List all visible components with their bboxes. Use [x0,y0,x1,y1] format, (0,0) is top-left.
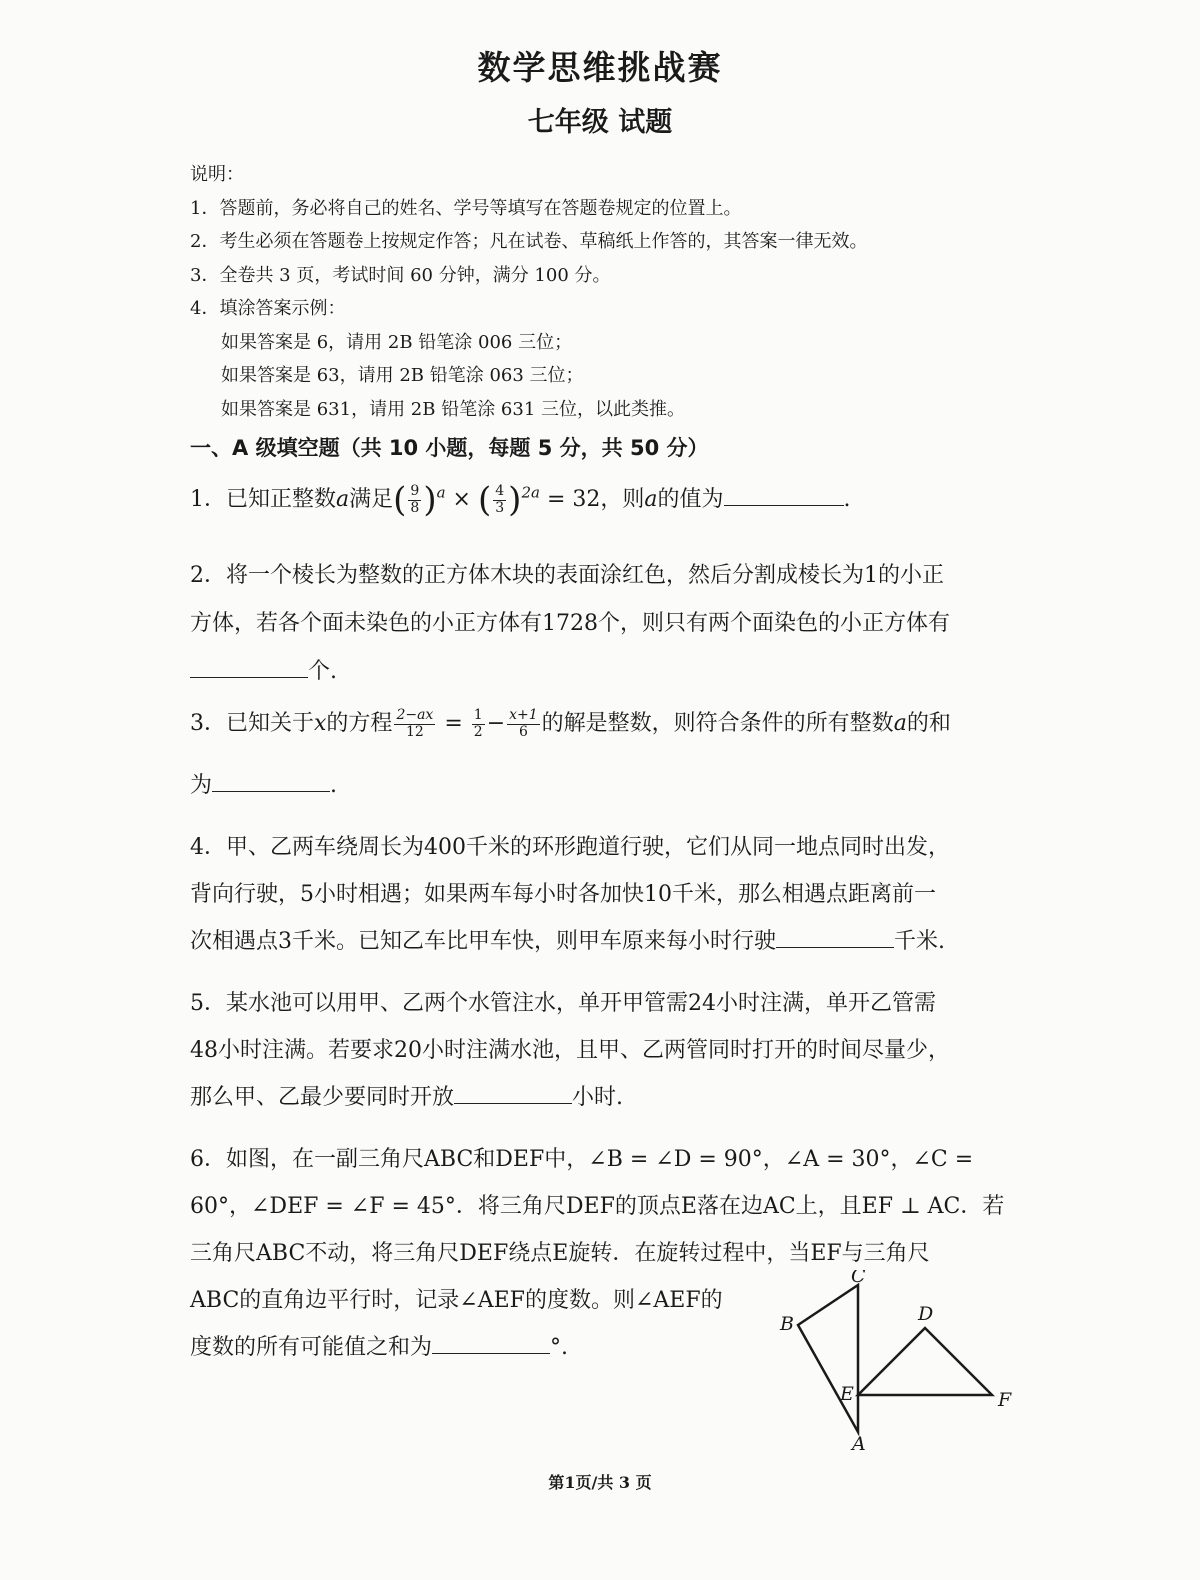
triangle-figure-svg [770,1270,1030,1460]
label-f: F [998,1389,1012,1411]
q5-line-2: 48小时注满。若要求20小时注满水池，且甲、乙两管同时打开的时间尽量少， [190,1038,950,1063]
q5-line-3 [190,1074,950,1121]
q6-line-3: 三角尺ABC不动，将三角尺DEF绕点E旋转．在旋转过程中，当EF与三角尺 [190,1241,930,1266]
answer-blank [212,790,330,792]
question-5 [190,980,950,1121]
answer-example: 如果答案是 631，请用 2B 铅笔涂 631 三位，以此类推。 [221,398,685,420]
q3-var-x: x [314,711,327,736]
q4-line-3-start: 次相遇点3千米。已知乙车比甲车快，则甲车原来每小时行驶 [190,929,776,954]
triangle-def [858,1328,992,1395]
q1-exponent-2: 2a [521,483,540,502]
answer-blank [724,504,844,506]
exam-subtitle: 七年级 试题 [527,107,673,138]
question-2 [190,552,950,696]
fraction-numerator: 1 [473,707,483,724]
q2-line-3 [190,648,950,696]
q6-line-2: 60°，∠DEF = ∠F = 45°．将三角尺DEF的顶点E落在边AC上，且EF ⊥ AC．若 [190,1194,1005,1219]
q6-line-5-start: 度数的所有可能值之和为 [190,1335,433,1360]
paren-open: ( [393,480,407,520]
paren-open: ( [477,480,492,520]
q2-line-1: 2．将一个棱长为整数的正方体木块的表面涂红色，然后分割成棱长为1的小正 [190,563,944,588]
fraction-numerator: 9 [410,483,420,500]
fraction-numerator: x+1 [509,707,538,724]
question-4 [190,824,950,965]
q5-line-1: 5．某水池可以用甲、乙两个水管注水，单开甲管需24小时注满，单开乙管需 [190,991,936,1016]
fraction-numerator: 2−ax [396,707,434,724]
triangle-figure [770,1270,1030,1460]
fraction-denominator: 8 [410,499,420,516]
q3-prefix: 3．已知关于 [190,711,314,736]
fraction-denominator: 2 [473,723,483,740]
q1-mid: 满足 [349,487,394,512]
instruction-item: 1．答题前，务必将自己的姓名、学号等填写在答题卷规定的位置上。 [190,197,742,219]
section-heading: 一、A 级填空题（共 10 小题，每题 5 分，共 50 分） [190,436,709,460]
label-e: E [840,1383,854,1405]
page-footer: 第1页/共 3 页 [548,1473,652,1492]
q1-equals: = 32，则 [546,487,645,512]
q1-suffix: 的值为 [657,487,724,512]
q4-line-2: 背向行驶，5小时相遇；如果两车每小时各加快10千米，那么相遇点距离前一 [190,882,936,907]
fraction-numerator: 4 [495,483,505,500]
q3-line-2-end: . [330,773,338,798]
equals-sign: = [444,711,463,736]
q5-line-3-end: 小时. [572,1085,624,1110]
answer-example: 如果答案是 63，请用 2B 铅笔涂 063 三位； [221,365,584,386]
q4-line-1: 4．甲、乙两车绕周长为400千米的环形跑道行驶，它们从同一地点同时出发， [190,835,950,860]
question-1 [190,480,851,520]
q1-fraction-1 [408,484,421,516]
instructions-heading: 说明： [190,164,244,185]
q3-suffix-2: 的和 [906,711,951,736]
q4-line-3 [190,918,950,965]
answer-blank [776,946,894,948]
q2-line-3-end: 个. [308,659,337,684]
q3-mid: 的方程 [326,711,393,736]
answer-blank [190,676,308,678]
q6-line-5-end: °. [550,1335,569,1360]
label-b: B [780,1313,794,1335]
label-d: D [918,1303,934,1325]
q3-var-a: a [893,711,907,736]
q3-fraction-2 [472,708,485,740]
times-sign: × [452,487,471,512]
instruction-item: 4．填涂答案示例： [190,298,346,319]
exam-title: 数学思维挑战赛 [477,48,723,87]
label-c: C [851,1270,866,1287]
q3-line-2 [190,768,951,799]
minus-sign: − [486,711,506,736]
q2-line-2: 方体，若各个面未染色的小正方体有1728个，则只有两个面染色的小正方体有 [190,611,950,636]
fraction-denominator: 3 [495,499,505,516]
answer-blank [454,1102,572,1104]
q1-var-a: a [644,487,658,512]
q1-exponent-1: a [436,483,446,502]
q3-fraction-3 [507,708,540,740]
instruction-item: 2．考生必须在答题卷上按规定作答；凡在试卷、草稿纸上作答的，其答案一律无效。 [190,231,868,252]
instructions [190,158,867,426]
question-3 [190,706,951,799]
instruction-item: 3．全卷共 3 页，考试时间 60 分钟，满分 100 分。 [190,264,611,286]
q4-line-3-end: 千米. [894,929,945,954]
q6-line-1: 6．如图，在一副三角尺ABC和DEF中，∠B = ∠D = 90°，∠A = 30°，∠C = [190,1147,974,1172]
answer-example: 如果答案是 6，请用 2B 铅笔涂 006 三位； [221,331,573,353]
q3-suffix: 的解是整数，则符合条件的所有整数 [541,711,894,736]
fraction-denominator: 12 [405,723,424,740]
fraction-denominator: 6 [518,723,528,740]
q3-line-1 [190,706,951,758]
q6-line-4: ABC的直角边平行时，记录∠AEF的度数。则∠AEF的 [190,1288,723,1313]
q1-fraction-2 [493,484,506,516]
triangle-abc [798,1285,858,1432]
paren-close: ) [508,480,522,520]
label-a: A [852,1433,866,1455]
q1-end: . [843,487,851,512]
q1-var-a: a [336,487,350,512]
q1-prefix: 1．已知正整数 [190,487,336,512]
paren-close: ) [423,480,437,520]
q3-fraction-1 [394,708,435,740]
answer-blank [432,1352,550,1354]
q5-line-3-start: 那么甲、乙最少要同时开放 [190,1085,455,1110]
q3-line-2-start: 为 [190,773,213,798]
